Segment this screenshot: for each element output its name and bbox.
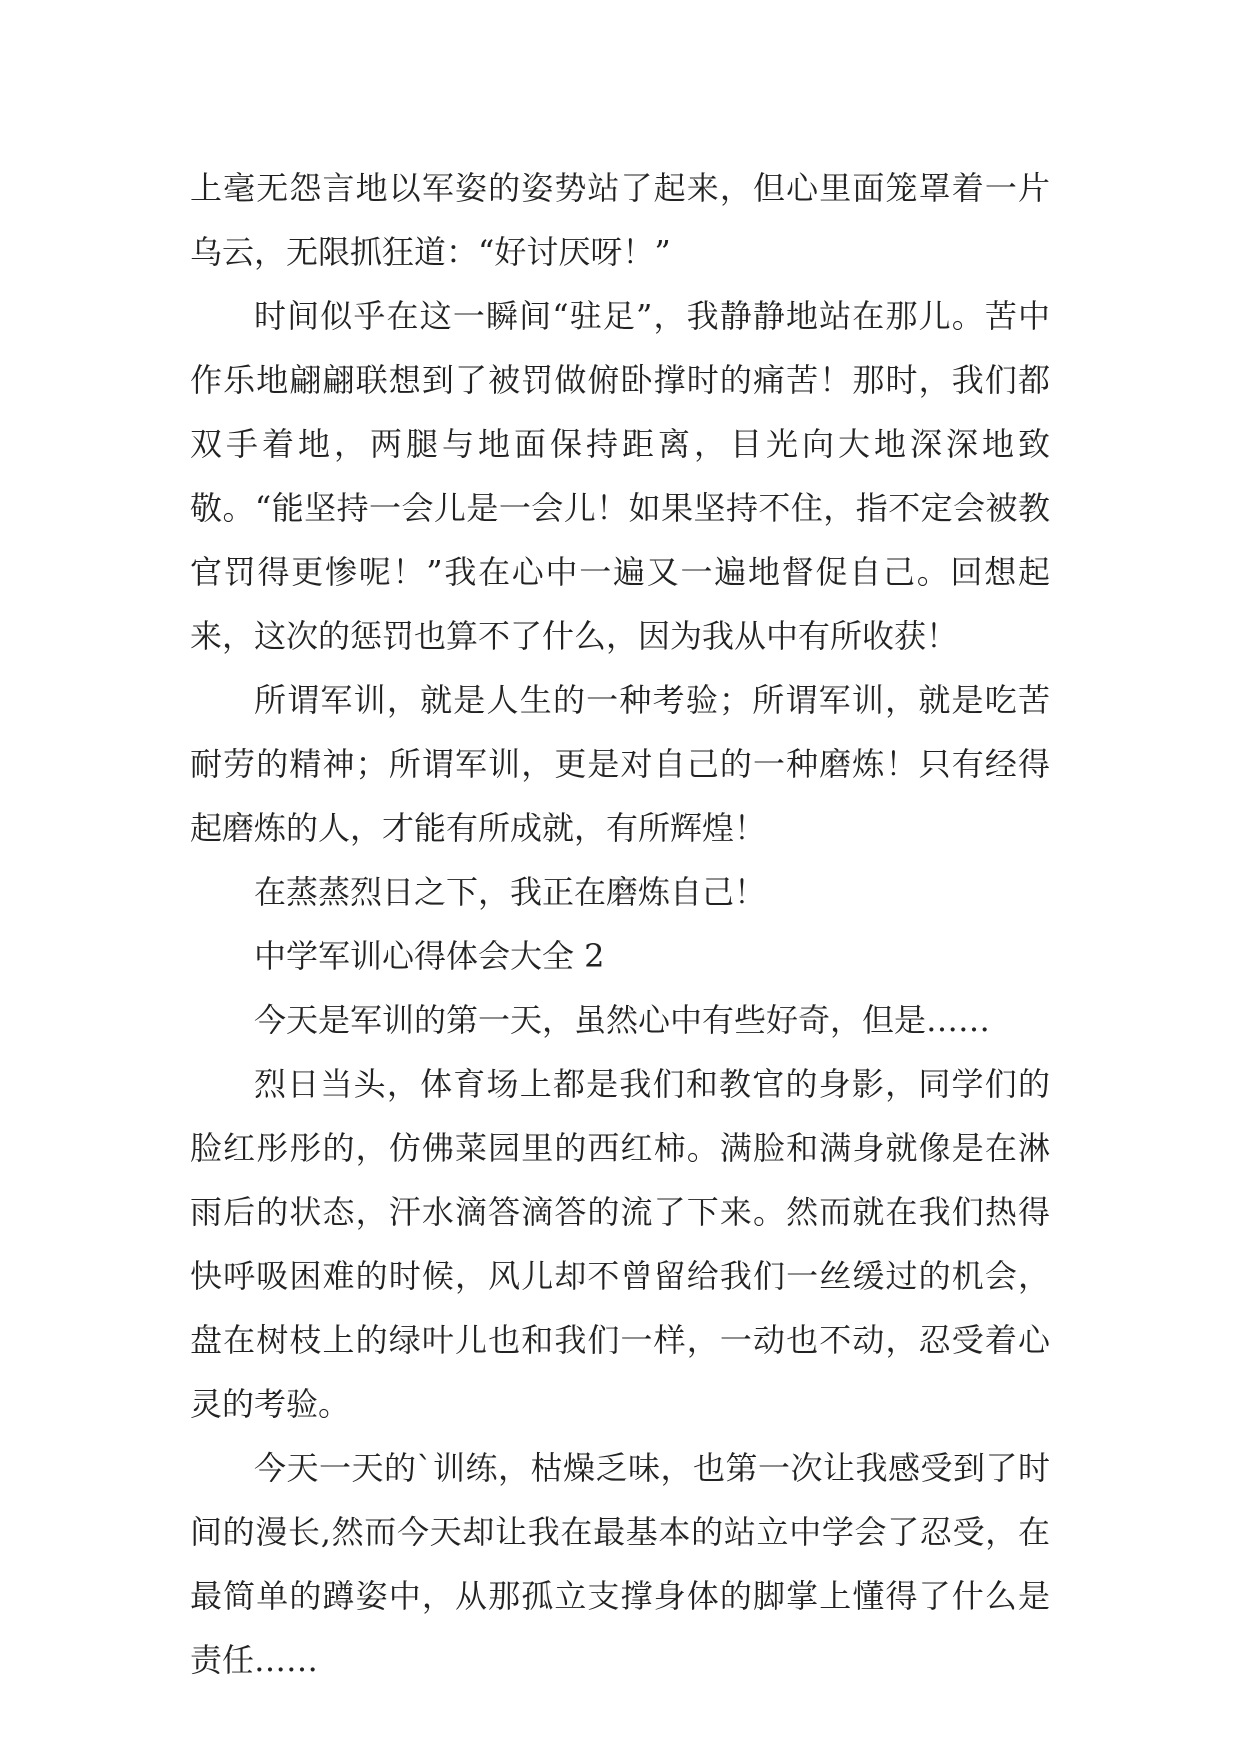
paragraph-1: 上毫无怨言地以军姿的姿势站了起来，但心里面笼罩着一片乌云，无限抓狂道：“好讨厌呀！”: [190, 169, 1050, 271]
paragraph-8: 今天一天的`训练，枯燥乏味，也第一次让我感受到了时间的漫长,然而今天却让我在最基本的站立中学会了忍受，在最简单的蹲姿中，从那孤立支撑身体的脚掌上懂得了什么是责任……: [190, 1449, 1050, 1679]
paragraph-4: 在蒸蒸烈日之下，我正在磨炼自己！: [254, 873, 767, 911]
section-heading: 中学军训心得体会大全 2: [254, 937, 605, 975]
paragraph-6: 今天是军训的第一天，虽然心中有些好奇，但是……: [254, 1001, 991, 1039]
paragraph-7: 烈日当头，体育场上都是我们和教官的身影，同学们的脸红彤彤的，仿佛菜园里的西红柿。满脸和满身就像是在淋雨后的状态，汗水滴答滴答的流了下来。然而就在我们热得快呼吸困难的时候，风儿却不曾留给我们一丝缓过的机会，盘在树枝上的绿叶儿也和我们一样，一动也不动，忍受着心灵的考验。: [190, 1065, 1050, 1423]
paragraph-3: 所谓军训，就是人生的一种考验；所谓军训，就是吃苦耐劳的精神；所谓军训，更是对自己的一种磨炼！只有经得起磨炼的人，才能有所成就，有所辉煌！: [190, 681, 1050, 847]
paragraph-2: 时间似乎在这一瞬间“驻足”，我静静地站在那儿。苦中作乐地翩翩联想到了被罚做俯卧撑时的痛苦！那时，我们都双手着地，两腿与地面保持距离，目光向大地深深地致敬。“能坚持一会儿是一会儿！如果坚持不住，指不定会被教官罚得更惨呢！”我在心中一遍又一遍地督促自己。回想起来，这次的惩罚也算不了什么，因为我从中有所收获！: [190, 297, 1050, 655]
document-body: [190, 156, 1050, 1692]
